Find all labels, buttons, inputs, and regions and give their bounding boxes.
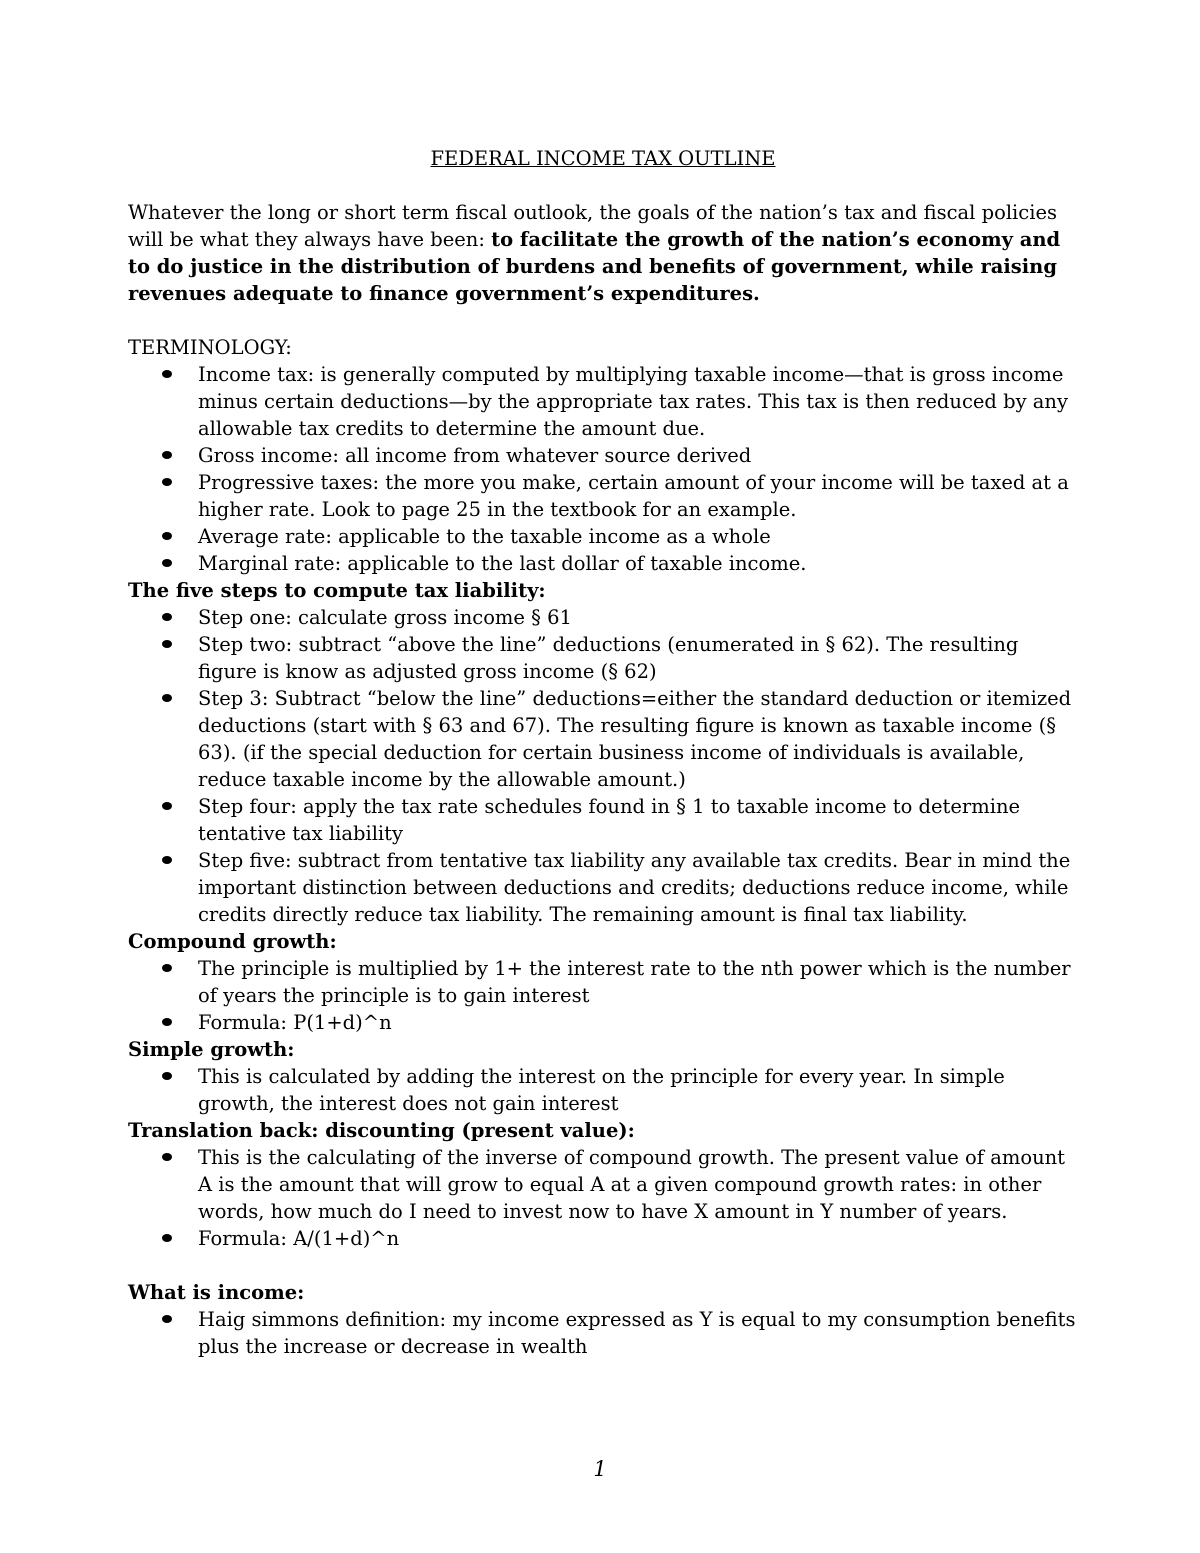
list-item-text: Formula: P(1+d)^n [198,1011,392,1034]
bullet-icon [162,1234,172,1242]
simple-growth-heading: Simple growth: [128,1038,295,1061]
list-item-text: Step four: apply the tax rate schedules found in § 1 to taxable income to determine tentative tax liability [198,795,1021,845]
list-item-text: This is calculated by adding the interest on the principle for every year. In simple growth, the interest does not gain interest [198,1065,1005,1115]
what-is-income-heading: What is income: [128,1281,305,1304]
bullet-icon [162,1072,172,1080]
list-item [128,685,1078,793]
list-item-text: Step one: calculate gross income § 61 [198,606,572,629]
bullet-icon [162,802,172,810]
bullet-icon [162,532,172,540]
list-item [128,604,1078,631]
bullet-icon [162,478,172,486]
list-item-text: Marginal rate: applicable to the last dollar of taxable income. [198,552,807,575]
list-item [128,1225,1078,1252]
list-item [128,469,1078,523]
bullet-icon [162,613,172,621]
five-steps-list [128,604,1078,928]
list-item-text: Step two: subtract “above the line” deductions (enumerated in § 62). The resulting figure is know as adjusted gross income (§ 62) [198,633,1019,683]
bullet-icon [162,1018,172,1026]
list-item [128,442,1078,469]
intro-text: Whatever the long or short term fiscal outlook, the goals of the nation’s tax and fiscal policies will be what they always have been: [128,201,1057,251]
list-item [128,361,1078,442]
list-item-text: Formula: A/(1+d)^n [198,1227,400,1250]
list-item [128,1063,1078,1117]
compound-growth-heading: Compound growth: [128,930,337,953]
list-item [128,1306,1078,1360]
what-is-income-list [128,1306,1078,1360]
list-item-text: Progressive taxes: the more you make, certain amount of your income will be taxed at a higher rate. Look to page 25 in the textbook for an example. [198,471,1069,521]
translation-back-heading: Translation back: discounting (present value): [128,1119,635,1142]
bullet-icon [162,1315,172,1323]
document-title: FEDERAL INCOME TAX OUTLINE [430,147,776,170]
bullet-icon [162,640,172,648]
list-item-text: Haig simmons definition: my income expressed as Y is equal to my consumption benefits plus the increase or decrease in wealth [198,1308,1076,1358]
simple-growth-list [128,1063,1078,1117]
compound-growth-list [128,955,1078,1036]
page-number: 1 [593,1457,607,1481]
bullet-icon [162,856,172,864]
terminology-list [128,361,1078,577]
list-item [128,523,1078,550]
list-item [128,955,1078,1009]
list-item-text: The principle is multiplied by 1+ the interest rate to the nth power which is the number of years the principle is to gain interest [198,957,1071,1007]
translation-back-list [128,1144,1078,1252]
five-steps-heading: The five steps to compute tax liability: [128,579,546,602]
list-item [128,793,1078,847]
bullet-icon [162,559,172,567]
list-item [128,1009,1078,1036]
bullet-icon [162,1153,172,1161]
list-item-text: Step 3: Subtract “below the line” deductions=either the standard deduction or itemized deductions (start with § 63 and 67). The resulting figure is known as taxable income (§ 63). (if the special deduction for certain business income of individuals is available, reduce taxable income by the allowable amount.) [198,687,1072,791]
bullet-icon [162,370,172,378]
list-item-text: This is the calculating of the inverse of compound growth. The present value of amount A is the amount that will grow to equal A at a given compound growth rates: in other words, how much do I need to invest now to have X amount in Y number of years. [198,1146,1066,1223]
intro-bold-text: to facilitate the growth of the nation’s economy and to do justice in the distribution of burdens and benefits of government, while raising revenues adequate to finance government’s expenditures. [128,228,1061,305]
list-item-text: Gross income: all income from whatever source derived [198,444,752,467]
bullet-icon [162,694,172,702]
list-item [128,847,1078,928]
intro-paragraph [128,199,1078,307]
terminology-heading: TERMINOLOGY: [128,336,292,359]
bullet-icon [162,451,172,459]
document-content [128,145,1078,1360]
list-item-text: Income tax: is generally computed by multiplying taxable income—that is gross income minus certain deductions—by the appropriate tax rates. This tax is then reduced by any allowable tax credits to determine the amount due. [198,363,1069,440]
list-item-text: Step five: subtract from tentative tax liability any available tax credits. Bear in mind the important distinction between deductions and credits; deductions reduce income, while credits directly reduce tax liability. The remaining amount is final tax liability. [198,849,1071,926]
list-item [128,631,1078,685]
list-item [128,550,1078,577]
list-item-text: Average rate: applicable to the taxable income as a whole [198,525,771,548]
bullet-icon [162,964,172,972]
list-item [128,1144,1078,1225]
